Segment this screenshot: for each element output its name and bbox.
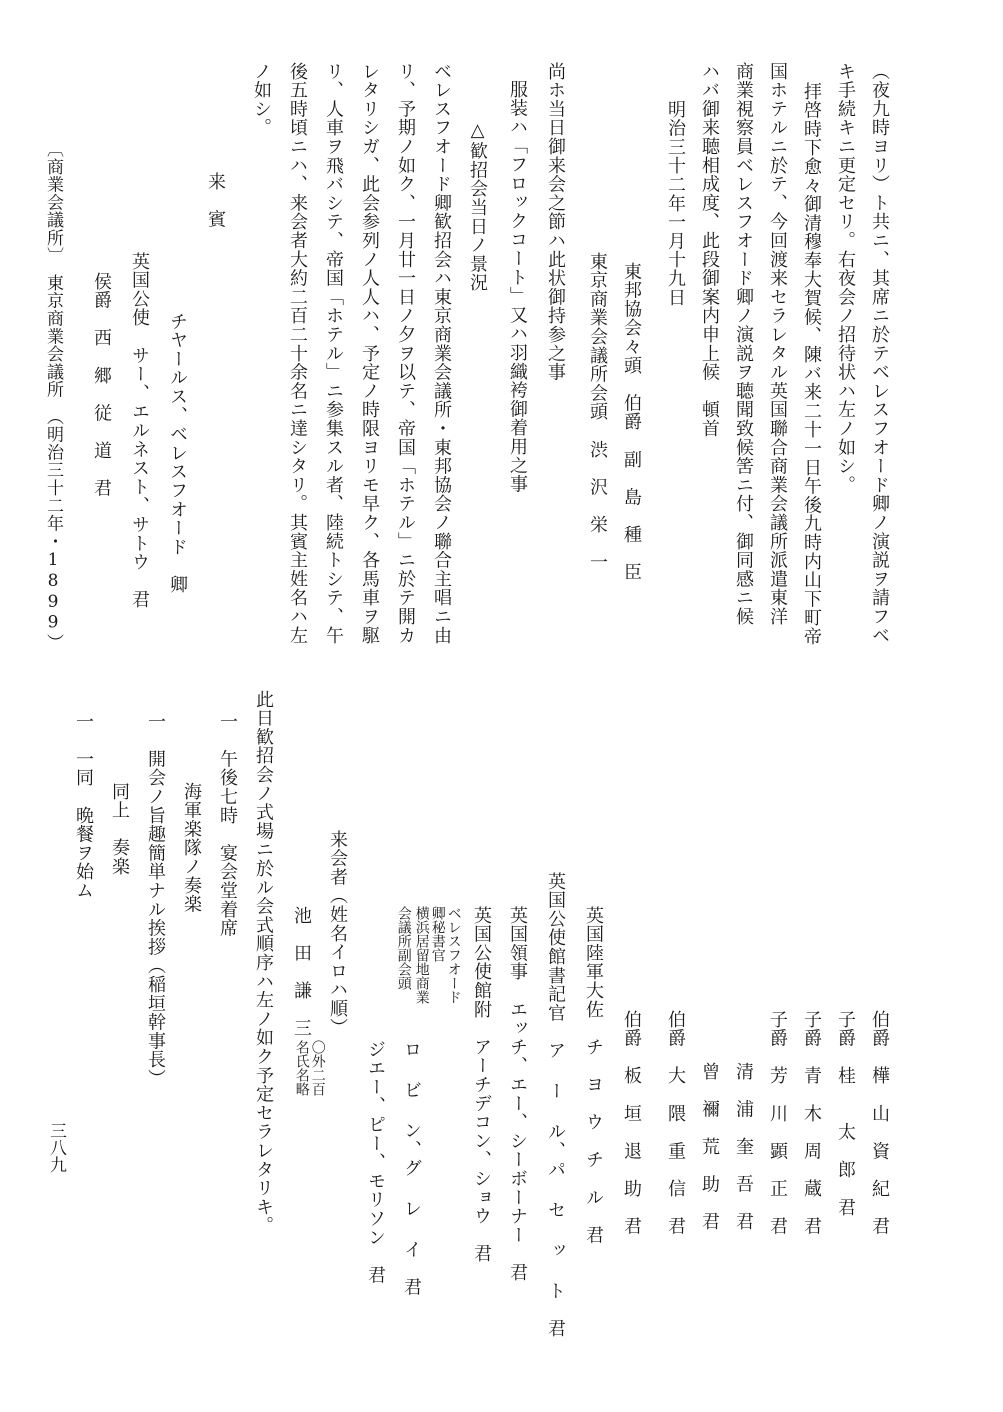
source-footer: 〔商業会議所〕 東京商業会議所 （明治三十二年・1899） xyxy=(43,140,63,652)
guest-line: 曾 禰 荒 助 君 xyxy=(699,1062,720,1232)
text-column: 商業視察員ベレスフオード卿ノ演説ヲ聴聞致候筈ニ付、御同感ニ候 xyxy=(733,62,754,626)
attendee-line: 池 田 謙 三 xyxy=(291,906,312,1038)
text-column: 国ホテルニ於テ、今回渡来セラレタル英国聯合商業会議所派遣東洋 xyxy=(767,62,788,626)
text-column: ハバ御来聴相成度、此段御案内申上候 頓首 xyxy=(699,62,720,438)
guest-line: 伯爵 板 垣 退 助 君 xyxy=(621,1010,642,1236)
guest-title-small: ベレスフオード xyxy=(445,906,462,1004)
guest-line: 英国陸軍大佐 チ ヨ ウ チ ル 君 xyxy=(583,906,604,1245)
guest-line: 侯爵 西 郷 従 道 君 xyxy=(91,272,112,498)
guest-line: 英国公使 サー、エルネスト、サトウ 君 xyxy=(129,252,150,610)
program-item: 海軍楽隊ノ奏楽 xyxy=(181,782,202,914)
attendee-note: 〇外二百 xyxy=(309,1040,326,1096)
attendees-heading: 来会者（姓名イロハ順） xyxy=(327,830,348,1037)
program-item: 同上 奏楽 xyxy=(109,782,130,876)
guest-line: 子爵 桂 太 郎 君 xyxy=(835,1010,856,1217)
guest-line: 英国公使館書記官 ア ー ル、パ セ ッ ト 君 xyxy=(545,872,566,1339)
text-column: リ、予期ノ如ク、一月廿一日ノ夕ヲ以テ、帝国「ホテル」ニ於テ開カ xyxy=(395,62,416,645)
text-column: レタリシガ、此会参列ノ人人ハ、予定ノ時限ヨリモ早ク、各馬車ヲ駆 xyxy=(359,62,380,645)
text-column: （夜九時ヨリ）ト共ニ、其席ニ於テベレスフオード卿ノ演説ヲ請フベ xyxy=(869,62,890,645)
guest-line: ジエー、ピー、モリソン 君 xyxy=(365,1040,386,1285)
signatory-line: 東京商業会議所会頭 渋 沢 栄 一 xyxy=(587,252,608,572)
text-column: ベレスフオード卿歓招会ハ東京商業会議所・東邦協会ノ聯合主唱ニ由 xyxy=(431,62,452,645)
guest-line: 子爵 芳 川 顕 正 君 xyxy=(767,1010,788,1236)
guest-title-small: 卿秘書官 xyxy=(429,906,446,962)
guest-heading: 来 賓 xyxy=(205,172,226,229)
guest-line: 英国領事 エッチ、エー、シーボーナー 君 xyxy=(507,906,528,1282)
section-heading: △歓招会当日ノ景況 xyxy=(467,120,488,293)
program-item: 一 一同 晩餐ヲ始ム xyxy=(73,712,94,900)
date-line: 明治三十二年一月十九日 xyxy=(665,100,686,307)
signatory-line: 東邦協会々頭 伯爵 副 島 種 臣 xyxy=(621,262,642,582)
guest-title-small: 会議所副会頭 xyxy=(395,906,412,990)
attendee-note: 名氏名略 xyxy=(293,1040,310,1096)
text-column: リ、人車ヲ飛バシテ、帝国「ホテル」ニ参集スル者、陸続トシテ、午 xyxy=(323,62,344,645)
text-column: キ手続キニ更定セリ。右夜会ノ招待状ハ左ノ如シ。 xyxy=(835,62,856,495)
page-number: 三八九 xyxy=(46,1122,66,1173)
guest-line: 清 浦 奎 吾 君 xyxy=(733,1062,754,1232)
guest-line: 伯爵 大 隈 重 信 君 xyxy=(665,1010,686,1236)
guest-line: ロ ビ ン、グ レ イ 君 xyxy=(401,1040,422,1297)
text-column: 服装ハ「フロックコート」又ハ羽織袴御着用之事 xyxy=(507,80,528,494)
text-column: 此日歓招会ノ式場ニ於ル会式順序ハ左ノ如ク予定セラレタリキ。 xyxy=(253,690,274,1236)
text-column: 拝啓時下愈々御清穆奉大賀候、陳バ来二十一日午後九時内山下町帝 xyxy=(801,82,822,646)
program-item: 一 開会ノ旨趣簡単ナル挨拶（稲垣幹事長） xyxy=(145,712,166,1088)
text-column: 後五時頃ニハ、来会者大約二百二十余名ニ達シタリ。其賓主姓名ハ左 xyxy=(287,62,308,645)
program-item: 一 午後七時 宴会堂着席 xyxy=(217,712,238,938)
text-column: 尚ホ当日御来会之節ハ此状御持参之事 xyxy=(545,62,566,382)
guest-line: 伯爵 樺 山 資 紀 君 xyxy=(869,1010,890,1236)
guest-title-small: 横浜居留地商業 xyxy=(413,906,430,1004)
guest-line: チヤールス、ベレスフオード 卿 xyxy=(167,312,188,594)
text-column: ノ如シ。 xyxy=(251,62,272,138)
guest-line: 子爵 青 木 周 蔵 君 xyxy=(801,1010,822,1236)
guest-line: 英国公使館附 アーチデコン、ショウ 君 xyxy=(471,906,492,1264)
